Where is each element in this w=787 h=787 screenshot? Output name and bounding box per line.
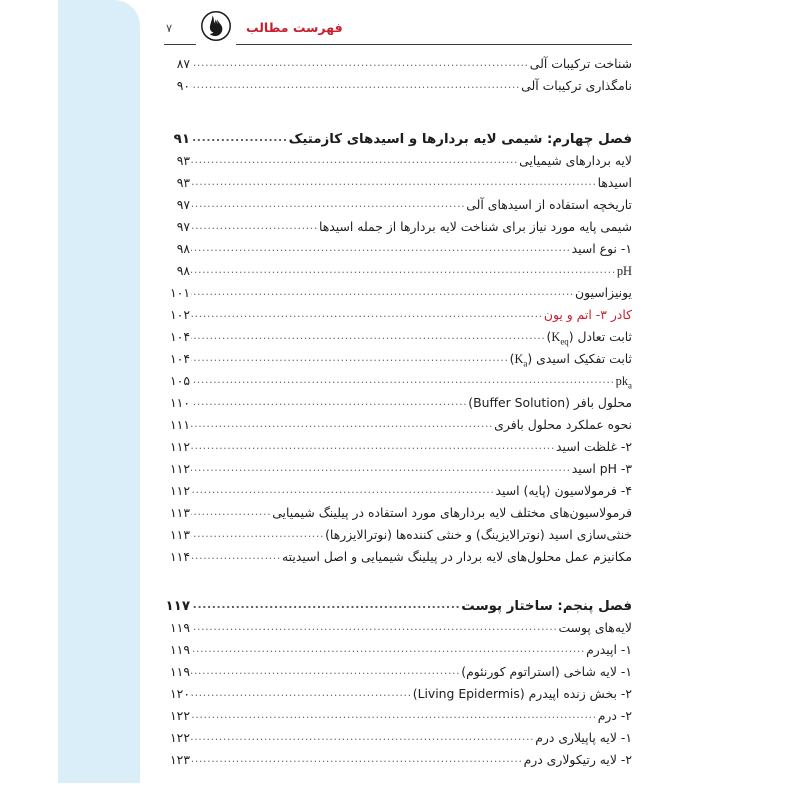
toc-dot-leader xyxy=(191,752,523,764)
toc-entry-title: ۱- نوع اسید xyxy=(571,241,632,257)
toc-page-number: ۱۱۱ xyxy=(170,417,190,433)
toc-entry-row[interactable] xyxy=(164,730,632,752)
toc-entry-row[interactable] xyxy=(164,329,632,351)
toc-entry-row[interactable] xyxy=(164,219,632,241)
toc-dot-leader xyxy=(191,395,467,407)
toc-dot-leader xyxy=(191,708,597,720)
toc-dot-leader xyxy=(191,56,529,68)
toc-entry-row[interactable] xyxy=(164,686,632,708)
toc-entry-title: لایه‌های پوست xyxy=(558,620,632,636)
toc-entry-title: ۲- بخش زنده اپیدرم (Living Epidermis) xyxy=(412,686,632,702)
toc-entry-row[interactable] xyxy=(164,263,632,285)
toc-page-number: ۱۱۷ xyxy=(165,599,190,615)
toc-entry-row[interactable] xyxy=(164,153,632,175)
toc-page-number: ۸۷ xyxy=(176,56,190,72)
toc-entry-row[interactable] xyxy=(164,241,632,263)
toc-dot-leader xyxy=(191,642,585,654)
toc-dot-leader xyxy=(191,241,571,253)
toc-dot-leader xyxy=(191,527,324,539)
toc-page-number: ۹۸ xyxy=(176,263,190,279)
toc-entry-title: ۱- لایه پاپیلاری درم xyxy=(535,730,632,746)
profile-flame-circle-logo-icon xyxy=(196,6,236,46)
toc-page-number: ۱۱۹ xyxy=(170,664,190,680)
toc-page-number: ۹۳ xyxy=(176,153,190,169)
toc-entry-title: ثابت تفکیک اسیدی $(K_a)$ xyxy=(509,351,632,369)
toc-entry-title: ۱- لایه شاخی (استراتوم کورنئوم) xyxy=(461,664,632,680)
toc-entry-row[interactable] xyxy=(164,78,632,100)
toc-entry-row[interactable] xyxy=(164,439,632,461)
toc-entry-title: pH xyxy=(616,264,632,279)
toc-chapter-row[interactable] xyxy=(164,130,632,153)
toc-entry-title: اسیدها xyxy=(597,175,632,191)
toc-page-number: ۱۲۳ xyxy=(170,752,190,768)
toc-entry-row[interactable] xyxy=(164,527,632,549)
toc-entry-title: ۲- درم xyxy=(597,708,632,724)
toc-entry-row[interactable] xyxy=(164,175,632,197)
toc-dot-leader xyxy=(191,197,465,209)
toc-dot-leader xyxy=(191,620,557,632)
toc-entry-title: فصل پنجم: ساختار پوست xyxy=(461,599,632,615)
toc-dot-leader xyxy=(191,373,615,385)
toc-page-number: ۱۱۰ xyxy=(170,395,190,411)
toc-page-number: ۱۰۵ xyxy=(170,373,190,389)
toc-entry-row[interactable] xyxy=(164,461,632,483)
toc-entry-row[interactable] xyxy=(164,373,632,395)
toc-entry-row[interactable] xyxy=(164,505,632,527)
toc-page-number: ۱۲۲ xyxy=(170,708,190,724)
toc-dot-leader xyxy=(191,175,597,187)
toc-dot-leader xyxy=(191,439,555,451)
toc-entry-title: ۲- غلظت اسید xyxy=(556,439,632,455)
toc-page-number: ۹۳ xyxy=(176,175,190,191)
toc-entry-row[interactable] xyxy=(164,351,632,373)
toc-entry-title: لایه بردارهای شیمیایی xyxy=(519,153,632,169)
running-header xyxy=(164,0,632,54)
toc-entry-title: شناخت ترکیبات آلی xyxy=(529,56,632,72)
toc-dot-leader xyxy=(191,461,571,473)
toc-entry-row[interactable] xyxy=(164,549,632,571)
toc-entry-title: ۲- لایه رتیکولاری درم xyxy=(523,752,632,768)
toc-page-number: ۹۰ xyxy=(176,78,190,94)
toc-page-number: ۱۱۴ xyxy=(170,549,190,565)
toc-entry-title: نامگذاری ترکیبات آلی xyxy=(521,78,632,94)
toc-dot-leader xyxy=(191,263,616,275)
toc-page-number: ۹۷ xyxy=(176,197,190,213)
toc-entry-row[interactable] xyxy=(164,483,632,505)
toc-page-number: ۱۱۲ xyxy=(170,461,190,477)
toc-dot-leader xyxy=(191,597,460,610)
toc-entry-title: یونیزاسیون xyxy=(575,285,632,301)
section-gap xyxy=(164,100,632,130)
toc-page-number: ۱۱۳ xyxy=(170,527,190,543)
toc-dot-leader xyxy=(191,329,546,341)
toc-entry-row[interactable] xyxy=(164,197,632,219)
toc-page-number: ۱۱۲ xyxy=(170,483,190,499)
toc-dot-leader xyxy=(191,549,281,561)
toc-entry-row[interactable] xyxy=(164,285,632,307)
toc-dot-leader xyxy=(191,285,574,297)
toc-entry-title: مکانیزم عمل محلول‌های لایه بردار در پیلینگ شیمیایی و اصل اسیدیته xyxy=(282,549,632,565)
toc-dot-leader xyxy=(191,130,288,143)
toc-page-number: ۱۱۹ xyxy=(170,620,190,636)
toc-entry-row[interactable] xyxy=(164,395,632,417)
toc-entry-title: ۴- فرمولاسیون (پایه) اسید xyxy=(495,483,632,499)
page-folio-number: ۷ xyxy=(166,21,173,35)
toc-entry-title: ثابت تعادل $(K_{eq})$ xyxy=(546,329,632,347)
toc-dot-leader xyxy=(191,78,520,90)
toc-entry-row[interactable] xyxy=(164,620,632,642)
toc-page-number: ۱۰۱ xyxy=(170,285,190,301)
toc-page-number: ۱۰۴ xyxy=(170,329,190,345)
toc-page-number: ۹۷ xyxy=(176,219,190,235)
toc-entry-row[interactable] xyxy=(164,56,632,78)
toc-dot-leader xyxy=(191,505,271,517)
section-gap xyxy=(164,571,632,597)
toc-entry-row[interactable] xyxy=(164,752,632,774)
toc-page-number: ۱۲۲ xyxy=(170,730,190,746)
toc-page-number: ۱۱۲ xyxy=(170,439,190,455)
table-of-contents xyxy=(164,56,632,774)
toc-entry-row[interactable] xyxy=(164,708,632,730)
toc-entry-title: تاریخچه استفاده از اسیدهای آلی xyxy=(466,197,632,213)
toc-entry-row[interactable] xyxy=(164,307,632,329)
toc-page-number: ۹۱ xyxy=(173,132,190,148)
toc-entry-title: فرمولاسیون‌های مختلف لایه بردارهای مورد استفاده در پیلینگ شیمیایی xyxy=(272,505,632,521)
toc-dot-leader xyxy=(191,664,460,676)
toc-entry-title: خنثی‌سازی اسید (نوترالایزینگ) و خنثی کننده‌ها (نوترالایزرها) xyxy=(325,527,632,543)
toc-entry-row[interactable] xyxy=(164,664,632,686)
toc-dot-leader xyxy=(191,483,495,495)
toc-page-number: ۱۱۹ xyxy=(170,642,190,658)
toc-dot-leader xyxy=(191,730,534,742)
toc-dot-leader xyxy=(191,686,412,698)
header-title: فهرست مطالب xyxy=(246,20,343,35)
toc-page-number: ۹۸ xyxy=(176,241,190,257)
toc-entry-row[interactable] xyxy=(164,417,632,439)
toc-entry-title: $pk_a$ xyxy=(615,374,632,391)
toc-dot-leader xyxy=(191,153,518,165)
toc-page-number: ۱۲۰ xyxy=(170,686,190,702)
toc-dot-leader xyxy=(191,219,318,231)
toc-entry-title: نحوه عملکرد محلول بافری xyxy=(494,417,632,433)
content-column xyxy=(164,0,632,787)
toc-page-number: ۱۱۳ xyxy=(170,505,190,521)
toc-entry-title: محلول بافر (Buffer Solution) xyxy=(468,395,632,411)
toc-dot-leader xyxy=(191,417,493,429)
toc-entry-title: شیمی پایه مورد نیاز برای شناخت لایه بردارها از جمله اسیدها xyxy=(318,219,632,235)
toc-page-number: ۱۰۴ xyxy=(170,351,190,367)
toc-dot-leader xyxy=(191,307,543,319)
toc-chapter-row[interactable] xyxy=(164,597,632,620)
toc-entry-title: فصل چهارم: شیمی لایه بردارها و اسیدهای کازمتیک xyxy=(288,132,632,148)
toc-page-number: ۱۰۲ xyxy=(170,307,190,323)
toc-entry-title: ۳- pH اسید xyxy=(571,461,632,477)
toc-entry-title: کادر ۳- اتم و یون xyxy=(543,307,632,323)
toc-entry-title: ۱- اپیدرم xyxy=(586,642,632,658)
toc-entry-row[interactable] xyxy=(164,642,632,664)
toc-dot-leader xyxy=(191,351,509,363)
